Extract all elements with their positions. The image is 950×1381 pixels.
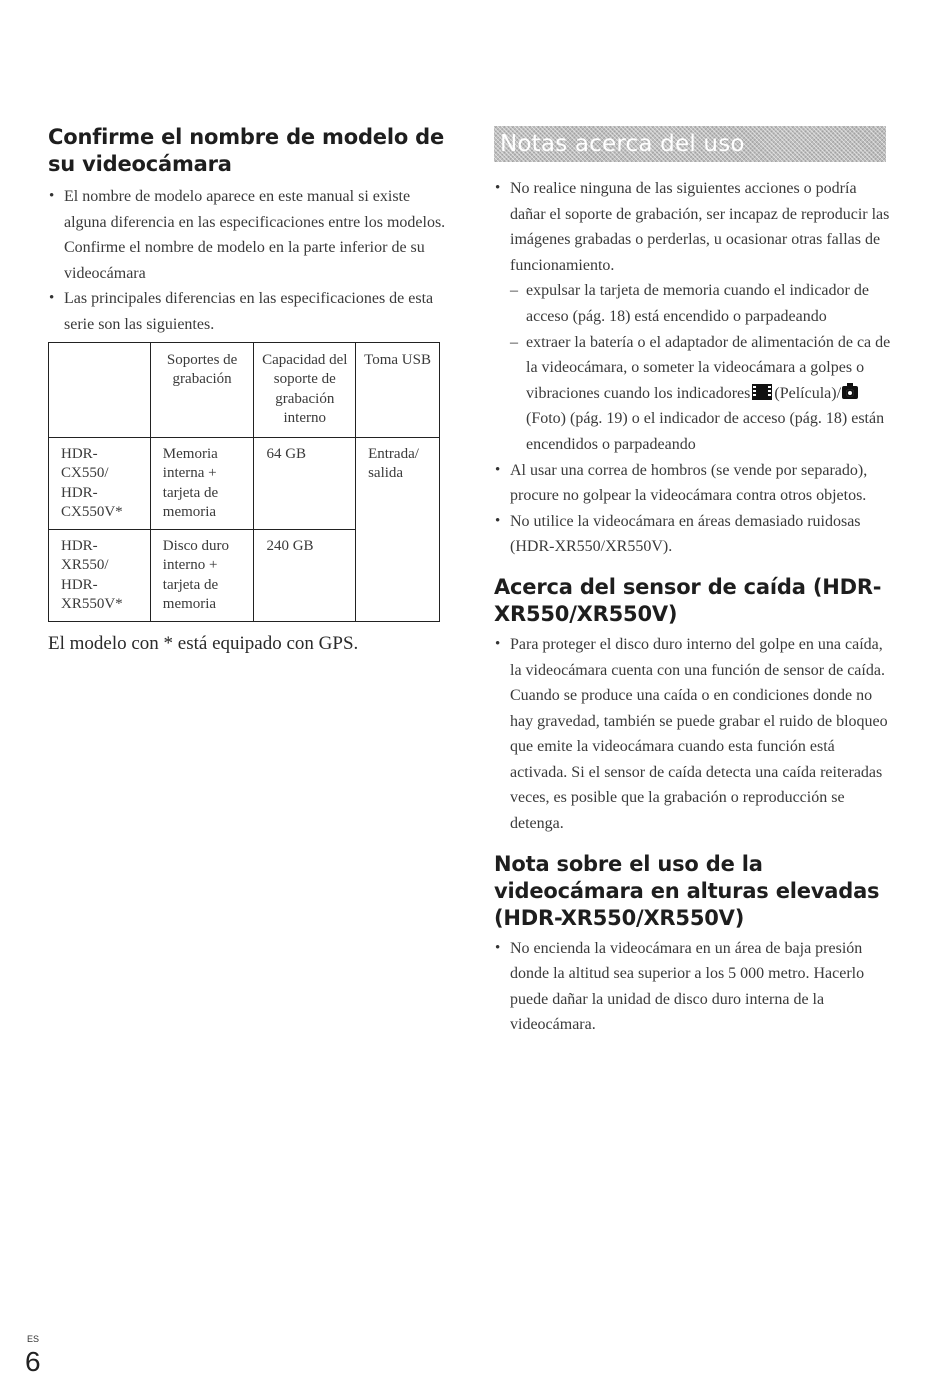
usage-subnote-2-text-b: (Película)/	[774, 384, 842, 402]
gps-footnote: El modelo con * está equipado con GPS.	[48, 632, 359, 654]
camera-icon	[842, 386, 858, 399]
model-bullet-2: • Las principales diferencias en las especificaciones de esta serie son las siguientes.	[48, 286, 448, 337]
table-header-row	[49, 342, 440, 437]
table-cell-model: HDR-CX550/ HDR-CX550V*	[49, 437, 151, 529]
usage-note-3: • No utilice la videocámara en áreas demasiado ruidosas (HDR-XR550/XR550V).	[494, 509, 892, 560]
film-icon	[752, 384, 772, 400]
table-header-media: Soportes de grabación	[150, 342, 254, 437]
altitude-text: • No encienda la videocámara en un área de baja presión donde la altitud sea superior a los 5 000 metro. Hacerlo puede dañar la unidad de disco duro interna de la videocámara.	[494, 936, 892, 1038]
table-cell-usb: Entrada/ salida	[356, 437, 440, 621]
altitude-section	[494, 851, 892, 1038]
right-column	[494, 126, 892, 1038]
table-header-empty	[49, 342, 151, 437]
usage-notes-banner	[494, 126, 886, 162]
usage-subnote-2-text-c: (Foto) (pág. 19) o el indicador de acceso (pág. 18) están encendidos o parpadeando	[526, 410, 885, 453]
table-cell-model: HDR-XR550/ HDR-XR550V*	[49, 529, 151, 621]
table-cell-capacity: 240 GB	[254, 529, 356, 621]
page-number: 6	[25, 1346, 41, 1377]
drop-sensor-text: • Para proteger el disco duro interno del golpe en una caída, la videocámara cuenta con una función de sensor de caída. Cuando se produce una caída o en condiciones donde no hay gravedad, también se puede grabar el ruido de bloqueo que emite la videocámara cuando esta función está activada. Si el sensor de caída detecta una caída reiteradas veces, es posible que la grabación o reproducción se detenga.	[494, 632, 892, 837]
usage-note-1-sublist	[510, 278, 892, 457]
table-header-capacity: Capacidad del soporte de grabación interno	[254, 342, 356, 437]
altitude-list	[494, 936, 892, 1038]
usage-note-1-text: No realice ninguna de las siguientes acciones o podría dañar el soporte de grabación, ser incapaz de reproducir las imágenes grabadas o perderlas, u ocasionar otras fallas de funcionamiento.	[510, 180, 890, 274]
table-cell-capacity: 64 GB	[254, 437, 356, 529]
usage-note-2: • Al usar una correa de hombros (se vende por separado), procure no golpear la videocámara contra otros objetos.	[494, 458, 892, 509]
model-bullets	[48, 184, 448, 338]
drop-sensor-heading: Acerca del sensor de caída (HDR-XR550/XR550V)	[494, 574, 882, 626]
left-column	[48, 124, 448, 656]
usage-note-1	[494, 176, 892, 458]
usage-subnote-2	[510, 330, 892, 458]
usage-notes-title: Notas acerca del uso	[500, 131, 745, 157]
table-cell-media: Disco duro interno + tarjeta de memoria	[150, 529, 254, 621]
drop-sensor-section	[494, 574, 892, 837]
model-bullet-1: • El nombre de modelo aparece en este manual si existe alguna diferencia en las especificaciones entre los modelos. Confirme el nombre de modelo en la parte inferior de su videocámara	[48, 184, 448, 286]
altitude-heading: Nota sobre el uso de la videocámara en alturas elevadas (HDR-XR550/XR550V)	[494, 851, 880, 930]
usage-subnote-1: – expulsar la tarjeta de memoria cuando el indicador de acceso (pág. 18) está encendido o parpadeando	[510, 278, 892, 329]
table-cell-media: Memoria interna + tarjeta de memoria	[150, 437, 254, 529]
usage-subnote-2-text-a: extraer la batería o el adaptador de alimentación de ca de la videocámara, o someter la videocámara a golpes o vibraciones cuando los indicadores	[526, 333, 891, 402]
table-header-usb: Toma USB	[356, 342, 440, 437]
usage-notes-list	[494, 176, 892, 560]
table-row	[49, 437, 440, 529]
drop-sensor-list	[494, 632, 892, 837]
model-differences-table	[48, 342, 440, 622]
model-name-heading: Confirme el nombre de modelo de su videocámara	[48, 125, 445, 176]
language-code: ES	[27, 1334, 40, 1344]
